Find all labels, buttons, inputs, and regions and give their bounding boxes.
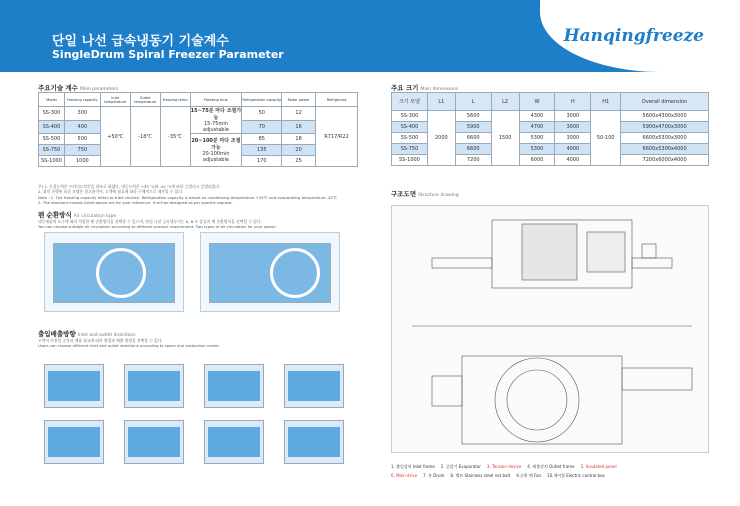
inout-text: 고객이 사용할 공간과 제품 필요에 따라 출입과 배출 방향을 선택할 수 있다. Users can choose different inlet and outlet directions according to space due production needs.: [38, 338, 220, 349]
drum-icon: [96, 248, 146, 298]
layout-6: [124, 420, 184, 464]
layout-3: [204, 364, 264, 408]
notes: 주) 1. 동결능력은 프라이드치킨을 참조로 하였다, 냉동능력은 +35 °C와 -42 °C에 따라 증발되고 증발되었다. 2. 위의 진행된 표준 모델은 참고용이며, 고객에 필요에 따라 구체적으로 제작할 수 있다. Note : 1. The freezing capacity refers to fried chicken. Refrigeration capacity is based on condensing temperature +35℃ and evaporating temperature -42℃ 2. The standard models listed above are for your reference. It will be designed as per specific request.: [38, 184, 338, 206]
layout-8: [284, 420, 344, 464]
layout-7: [204, 420, 264, 464]
layout-4: [284, 364, 344, 408]
drum-icon: [270, 248, 320, 298]
circulation-diagram-b: [200, 232, 340, 312]
inout-heading: 출입배출방향 Inlet and outlet directions: [38, 330, 136, 338]
brand-logo: Hanqingfreeze: [563, 26, 704, 46]
circulation-diagram-a: [44, 232, 184, 312]
dims-heading: 주요 크기 Main dimensions: [391, 84, 459, 92]
col-model: Model: [39, 93, 65, 107]
layout-2: [124, 364, 184, 408]
structure-heading: 구조도면 Structure drawing: [391, 190, 459, 198]
structure-legend: 1. 출입장치 Inlet frame 2. 증발기 Evaporator 3. Tension device 4. 배출장치 Outlet frame 5. Insulated panel 6. Main drive 7. 통 Drum 8. 벨트 Stainless steel net belt 9.순환 팬 Fan 10.제어함 Electric control box: [391, 464, 617, 478]
structure-drawing: [391, 205, 709, 453]
page-title-en: SingleDrum Spiral Freezer Parameter: [52, 48, 284, 61]
header-banner: [0, 0, 740, 72]
params-heading: 주요기술 계수 Main parameters: [38, 84, 119, 92]
circulation-heading: 팬 순환방식 Air circulation type: [38, 211, 117, 219]
dims-table: 크기 모델 L1 L L2 W H H1 Overall dimension SS-300 2000 5600 1500 4300 3000 50-100 5600x4300x3000 SS-400 5900 4700 3000 5900x4700x3000 SS-500 6600 5300 3000 6600x5300x3000 SS-750 6600 5300 4000 6600x5300x4000 SS-1000 7200 6000 4000 7200x6000x4000: [391, 92, 709, 166]
layout-1: [44, 364, 104, 408]
params-table: Model Freezing capacity Inlet temperature Outlet temperature Freezing temp Freezing time Refrigeration capacity Motor power Refrigerant SS-300 300 +50℃ -18℃ -35℃ 15~75분 마다 조절가능 15-75min adjustable 50 12 R717/R22 SS-400 400 70 16 SS-500 500 20~100분 마다 조절가능 20-100min adjustable 85 18 SS-750 750 135 20 SS-1000 1000 170 25: [38, 92, 358, 167]
circulation-text: 냉동제품의 요구에 따라 적합한 팬 순환방식을 선택할 수 있으며, 단일 나선 급속냉동기는 A, B 두 종류의 팬 순환방식을 선택할 수 있다. You can choose suitable air circulation according to different product requirement. Two types of air circulation for your option: [38, 219, 276, 230]
page-title-ko: 단일 나선 급속냉동기 기술계수: [52, 34, 229, 49]
layout-5: [44, 420, 104, 464]
